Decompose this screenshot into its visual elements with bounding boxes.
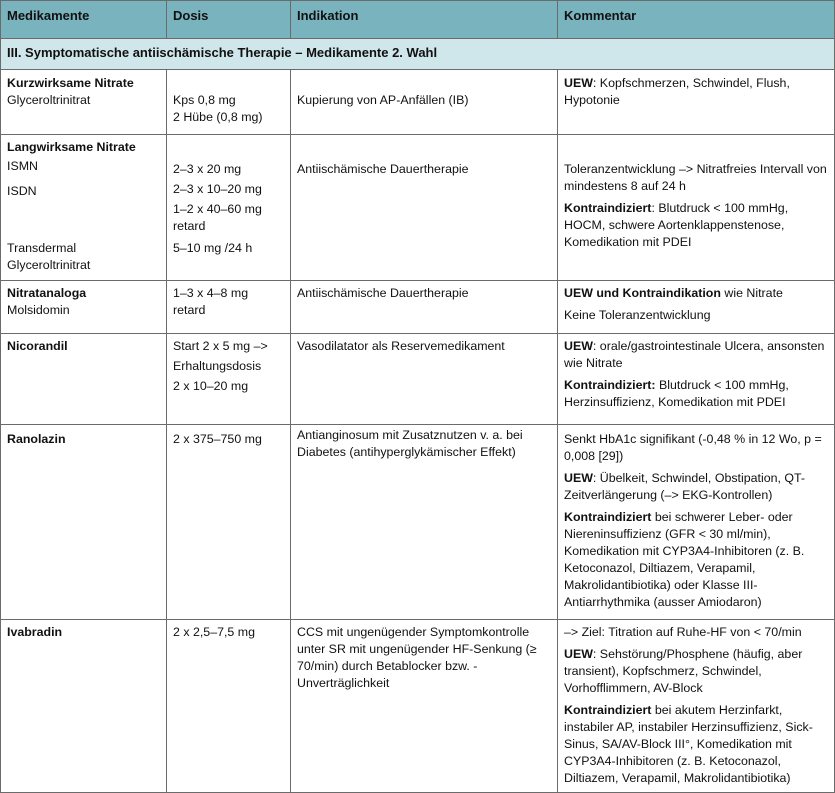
- comment-paragraph: [564, 377, 828, 411]
- dose-cell: [167, 135, 291, 281]
- indication-cell: [291, 425, 558, 620]
- comment-bold: UEW: [564, 339, 593, 353]
- dose-line: 1–2 x 40–60 mg: [173, 202, 262, 216]
- dose-line: retard: [173, 303, 206, 317]
- drug-substance: Molsidomin: [7, 303, 70, 317]
- indication-text: Vasodilatator als Reservemedikament: [297, 339, 505, 353]
- table-row: [1, 135, 835, 281]
- dose-line: 1–3 x 4–8 mg: [173, 286, 249, 300]
- dose-line: 2–3 x 20 mg: [173, 162, 242, 176]
- indication-cell: [291, 620, 558, 793]
- comment-text: : Kopfschmerzen, Schwindel, Flush, Hypotonie: [564, 76, 790, 107]
- comment-cell: [558, 425, 835, 620]
- table-row: [1, 334, 835, 425]
- drug-substance: Transdermal: [7, 241, 77, 255]
- comment-bold: Kontraindiziert:: [564, 378, 656, 392]
- comment-paragraph: [564, 200, 828, 251]
- comment-paragraph: –> Ziel: Titration auf Ruhe-HF von < 70/min: [564, 625, 802, 639]
- medication-cell: [1, 281, 167, 334]
- medication-cell: [1, 620, 167, 793]
- section-row: [1, 39, 835, 70]
- medication-cell: [1, 425, 167, 620]
- drug-substance: Glyceroltrinitrat: [7, 93, 91, 107]
- dose-line: 5–10 mg /24 h: [173, 241, 253, 255]
- dose-line: retard: [173, 219, 206, 233]
- header-dosis: Dosis: [167, 1, 291, 39]
- indication-text: Kupierung von AP-Anfällen (IB): [297, 93, 469, 107]
- comment-text: : orale/gastrointestinale Ulcera, ansonsten wie Nitrate: [564, 339, 825, 370]
- drug-group: Ivabradin: [7, 625, 63, 639]
- indication-text: Antiischämische Dauertherapie: [297, 286, 469, 300]
- comment-text: Blutdruck < 100 mmHg, Herzinsuffizienz, Komedikation mit PDEI: [564, 378, 789, 409]
- comment-paragraph: Toleranzentwicklung –> Nitratfreies Intervall von mindestens 8 auf 24 h: [564, 162, 827, 193]
- dose-line: 2 x 2,5–7,5 mg: [173, 625, 255, 639]
- header-medikamente: Medikamente: [1, 1, 167, 39]
- dose-cell: [167, 334, 291, 425]
- dose-cell: [167, 620, 291, 793]
- comment-bold: UEW und Kontraindikation: [564, 286, 721, 300]
- comment-text: : Sehstörung/Phosphene (häufig, aber transient), Kopfschmerz, Schwindel, Vorhofflimmern, AV-Block: [564, 647, 803, 695]
- comment-text: : Blutdruck < 100 mmHg, HOCM, schwere Aortenklappenstenose, Komedikation mit PDEI: [564, 201, 789, 249]
- comment-bold: UEW: [564, 76, 593, 90]
- comment-text: bei schwerer Leber- oder Niereninsuffizienz (GFR < 30 ml/min), Komedikation mit CYP3A4-Inhibitoren (z. B. Ketoconazol, Diltiazem, Verapamil, Makrolidantibiotika) oder Klasse III-Antiarrhythmika (ausser Amiodaron): [564, 510, 805, 609]
- table-row: [1, 70, 835, 135]
- drug-group: Nicorandil: [7, 339, 68, 353]
- section-title: III. Symptomatische antiischämische Therapie – Medikamente 2. Wahl: [1, 39, 835, 70]
- indication-text: Antianginosum mit Zusatznutzen v. a. bei Diabetes (antihyperglykämischer Effekt): [297, 428, 523, 459]
- drug-substance: ISMN: [7, 159, 38, 173]
- header-kommentar: Kommentar: [558, 1, 835, 39]
- comment-paragraph: [564, 646, 828, 697]
- comment-cell: [558, 620, 835, 793]
- drug-group: Kurzwirksame Nitrate: [7, 76, 134, 90]
- indication-text: CCS mit ungenügender Symptomkontrolle unter SR mit ungenügender HF-Senkung (≥ 70/min) durch Betablocker bzw. -Unverträglichkeit: [297, 625, 537, 690]
- table-row: [1, 620, 835, 793]
- comment-text: : Übelkeit, Schwindel, Obstipation, QT-Zeitverlängerung (–> EKG-Kontrollen): [564, 471, 806, 502]
- dose-line: 2 x 375–750 mg: [173, 432, 262, 446]
- comment-paragraph: [564, 509, 828, 611]
- table-row: [1, 281, 835, 334]
- comment-bold: Kontraindiziert: [564, 703, 652, 717]
- drug-group: Ranolazin: [7, 432, 66, 446]
- comment-paragraph: [564, 285, 828, 302]
- dose-line: 2 x 10–20 mg: [173, 379, 249, 393]
- comment-bold: UEW: [564, 647, 593, 661]
- comment-bold: Kontraindiziert: [564, 201, 652, 215]
- dose-line: Erhaltungsdosis: [173, 359, 262, 373]
- drug-group: Nitratanaloga: [7, 286, 87, 300]
- table-row: [1, 425, 835, 620]
- dose-line: 2–3 x 10–20 mg: [173, 182, 262, 196]
- comment-paragraph: [564, 338, 828, 372]
- indication-cell: [291, 135, 558, 281]
- dose-line: Start 2 x 5 mg –>: [173, 339, 268, 353]
- comment-cell: [558, 70, 835, 135]
- comment-text: wie Nitrate: [720, 286, 783, 300]
- indication-text: Antiischämische Dauertherapie: [297, 162, 469, 176]
- comment-cell: [558, 281, 835, 334]
- comment-text: bei akutem Herzinfarkt, instabiler AP, instabiler Herzinsuffizienz, Sick-Sinus, SA/AV-Block III°, Komedikation mit CYP3A4-Inhibitoren (z. B. Ketoconazol, Diltiazem, Verapamil, Makrolidantibiotika): [564, 703, 813, 785]
- comment-bold: Kontraindiziert: [564, 510, 652, 524]
- comment-cell: [558, 334, 835, 425]
- comment-paragraph: [564, 75, 828, 109]
- dose-cell: [167, 425, 291, 620]
- indication-cell: [291, 70, 558, 135]
- comment-paragraph: [564, 702, 828, 787]
- indication-cell: [291, 281, 558, 334]
- medication-cell: [1, 334, 167, 425]
- drug-group: Langwirksame Nitrate: [7, 140, 136, 154]
- comment-paragraph: Keine Toleranzentwicklung: [564, 308, 711, 322]
- medication-cell: [1, 70, 167, 135]
- comment-paragraph: Senkt HbA1c signifikant (-0,48 % in 12 Wo, p = 0,008 [29]): [564, 432, 822, 463]
- header-indikation: Indikation: [291, 1, 558, 39]
- comment-paragraph: [564, 470, 828, 504]
- header-row: [1, 1, 835, 39]
- indication-cell: [291, 334, 558, 425]
- dose-line: 2 Hübe (0,8 mg): [173, 110, 263, 124]
- comment-cell: [558, 135, 835, 281]
- dose-cell: [167, 281, 291, 334]
- dose-cell: [167, 70, 291, 135]
- medication-cell: [1, 135, 167, 281]
- drug-substance: ISDN: [7, 184, 37, 198]
- comment-bold: UEW: [564, 471, 593, 485]
- drug-substance: Glyceroltrinitrat: [7, 258, 91, 272]
- dose-line: Kps 0,8 mg: [173, 93, 236, 107]
